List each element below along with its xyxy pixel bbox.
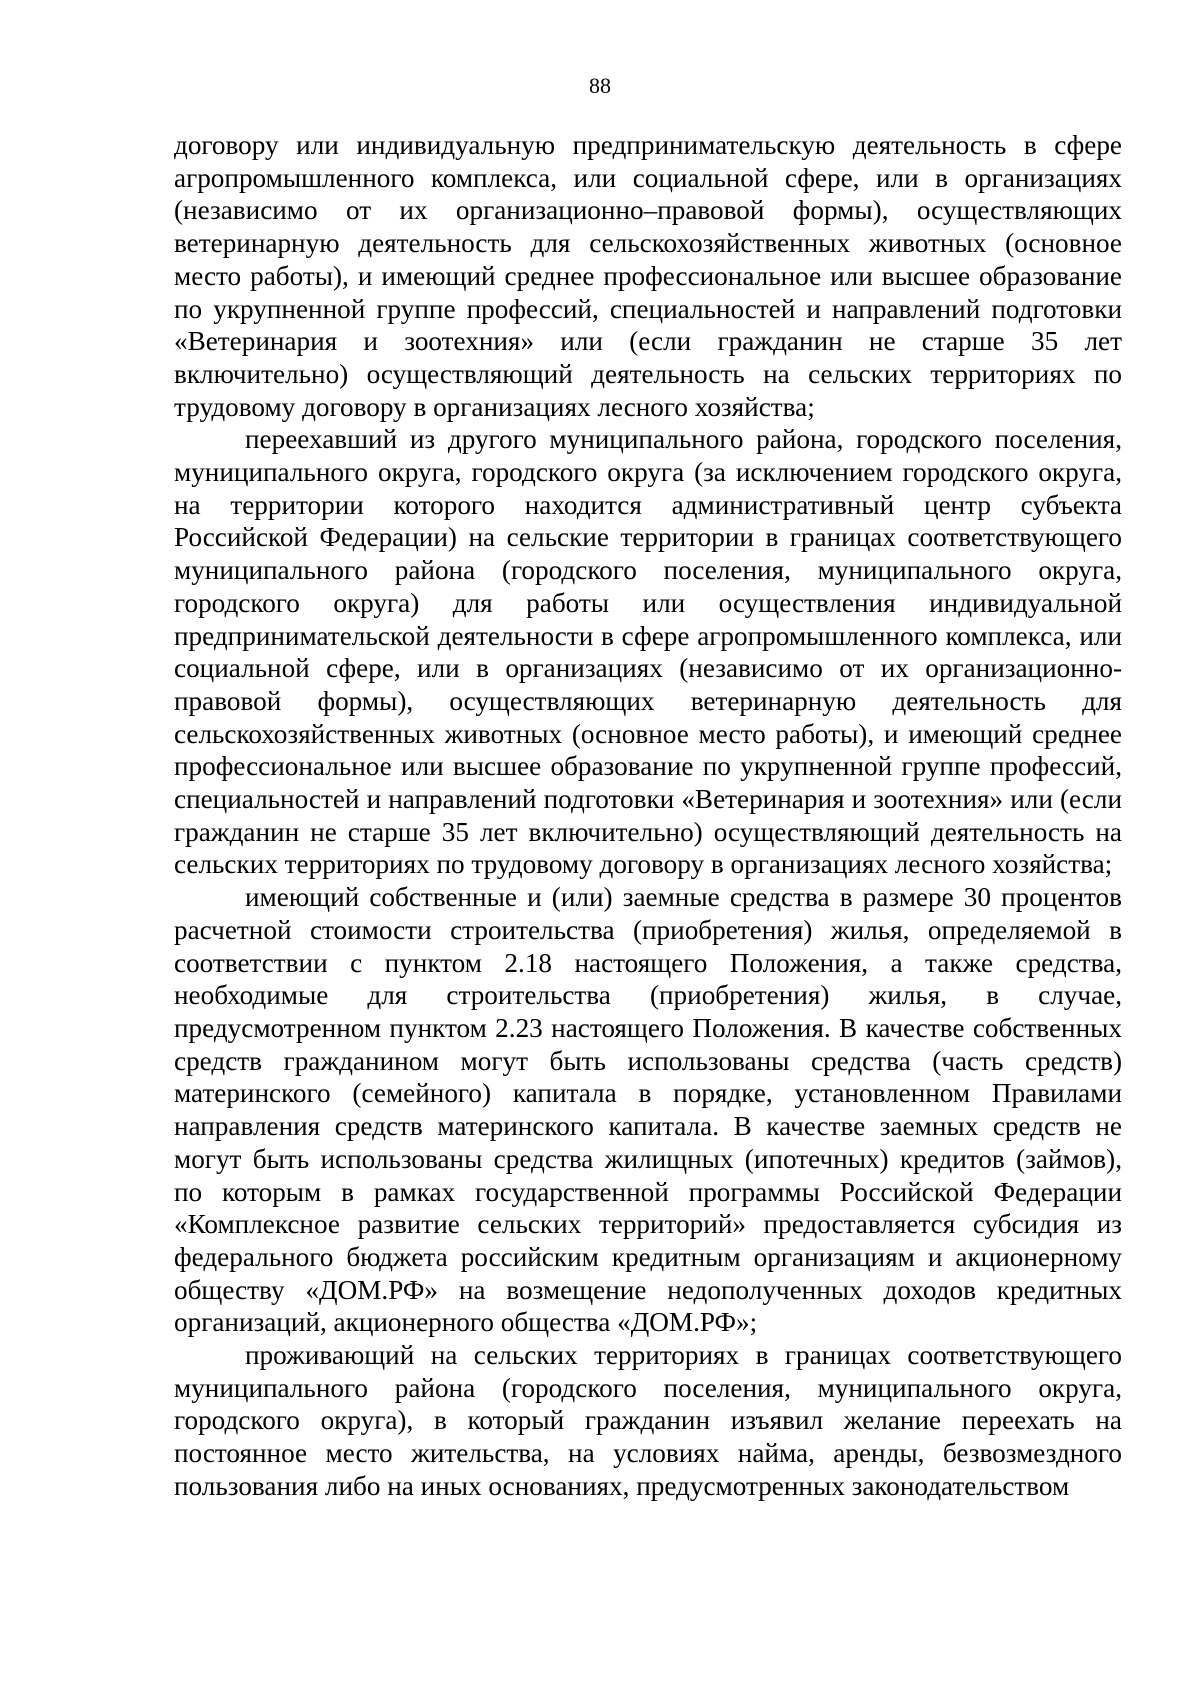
paragraph-own-funds: имеющий собственные и (или) заемные средства в размере 30 процентов расчетной стоимости строительства (приобретения) жилья, определяемой в соответствии с пунктом 2.18 настоящего Положения, а также средства, необходимые для строительства (приобретения) жилья, в случае, предусмотренном пунктом 2.23 настоящего Положения. В качестве собственных средств гражданином могут быть использованы средства (часть средств) материнского (семейного) капитала в порядке, установленном Правилами направления средств материнского капитала. В качестве заемных средств не могут быть использованы средства жилищных (ипотечных) кредитов (займов), по которым в рамках государственной программы Российской Федерации «Комплексное развитие сельских территорий» предоставляется субсидия из федерального бюджета российским кредитным организациям и акционерному обществу «ДОМ.РФ» на возмещение недополученных доходов кредитных организаций, акционерного общества «ДОМ.РФ»; — [174, 882, 1122, 1338]
paragraph-continuation: договору или индивидуальную предпринимательскую деятельность в сфере агропромышленного комплекса, или социальной сфере, или в организациях (независимо от их организационно–правовой формы), осуществляющих ветеринарную деятельность для сельскохозяйственных животных (основное место работы), и имеющий среднее профессиональное или высшее образование по укрупненной группе профессий, специальностей и направлений подготовки «Ветеринария и зоотехния» или (если гражданин не старше 35 лет включительно) осуществляющий деятельность на сельских территориях по трудовому договору в организациях лесного хозяйства; — [174, 130, 1122, 422]
page-number: 88 — [589, 73, 611, 98]
paragraph-relocated-citizen: переехавший из другого муниципального района, городского поселения, муниципального округа, городского округа (за исключением городского округа, на территории которого находится административный центр субъекта Российской Федерации) на сельские территории в границах соответствующего муниципального района (городского поселения, муниципального округа, городского округа) для работы или осуществления индивидуальной предпринимательской деятельности в сфере агропромышленного комплекса, или социальной сфере, или в организациях (независимо от их организационно-правовой формы), осуществляющих ветеринарную деятельность для сельскохозяйственных животных (основное место работы), и имеющий среднее профессиональное или высшее образование по укрупненной группе профессий, специальностей и направлений подготовки «Ветеринария и зоотехния» или (если гражданин не старше 35 лет включительно) осуществляющий деятельность на сельских территориях по трудовому договору в организациях лесного хозяйства; — [174, 424, 1122, 880]
document-body — [174, 129, 1122, 1503]
paragraph-residence: проживающий на сельских территориях в границах соответствующего муниципального района (городского поселения, муниципального округа, городского округа), в который гражданин изъявил желание переехать на постоянное место жительства, на условиях найма, аренды, безвозмездного пользования либо на иных основаниях, предусмотренных законодательством — [174, 1340, 1122, 1501]
